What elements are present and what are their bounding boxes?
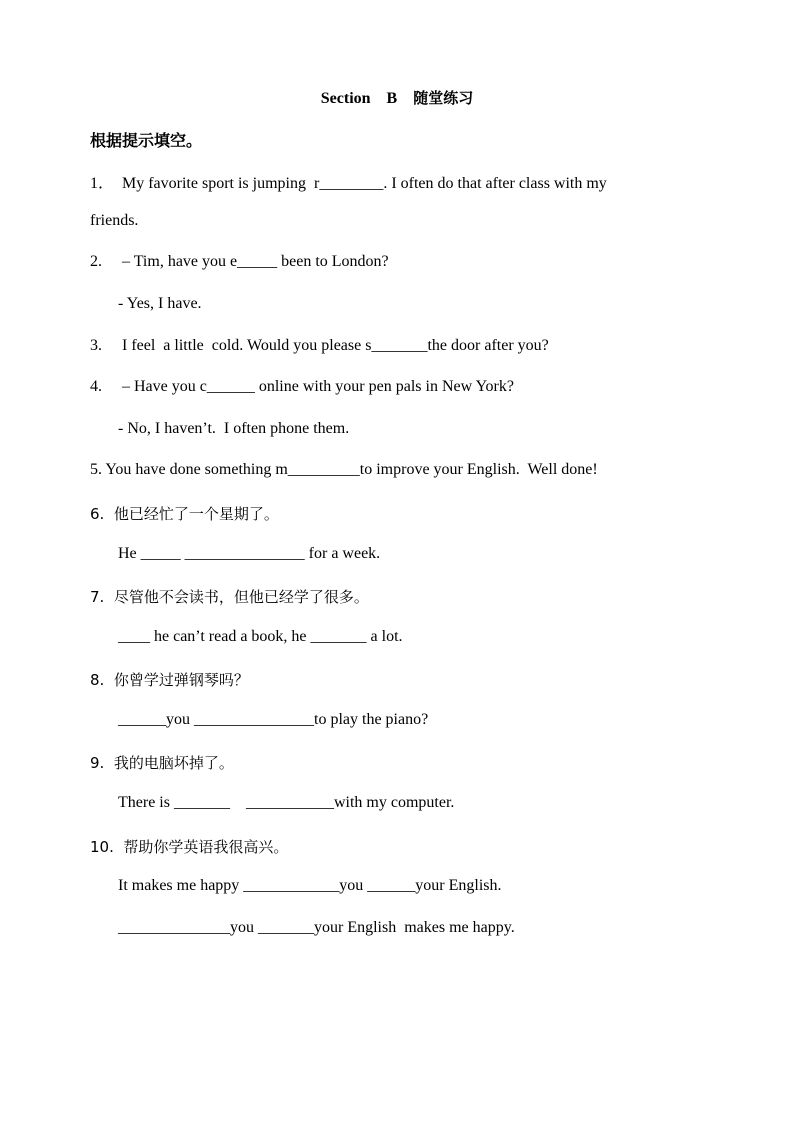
q10-prompt: 10. 帮助你学英语我很高兴。 xyxy=(90,838,289,856)
q8-blank-line: ______you _______________to play the piano? xyxy=(118,711,429,728)
q2-question: 2. – Tim, have you e_____ been to London? xyxy=(90,253,389,270)
page-title xyxy=(0,87,794,108)
q6-blank-line: He _____ _______________ for a week. xyxy=(118,545,381,562)
instruction: 根据提示填空。 xyxy=(90,131,203,150)
q3-question: 3. I feel a little cold. Would you please s_______the door after you? xyxy=(90,337,549,354)
q1-line1: 1． My favorite sport is jumping r________. I often do that after class with my xyxy=(90,175,607,192)
q2-answer: - Yes, I have. xyxy=(118,295,202,312)
q4-answer: - No, I haven’t. I often phone them. xyxy=(118,420,350,437)
q8-prompt: 8. 你曾学过弹钢琴吗？ xyxy=(90,671,249,689)
q9-blank-line: There is _______ ___________with my computer. xyxy=(118,794,455,811)
q10-blank-line-1: It makes me happy ____________you ______your English. xyxy=(118,877,502,894)
q7-prompt: 7. 尽管他不会读书，但他已经学了很多。 xyxy=(90,588,369,606)
q7-blank-line: ____ he can’t read a book, he _______ a lot. xyxy=(118,628,403,645)
title-cn: 随堂练习 xyxy=(413,89,474,107)
q5-question: 5. You have done something m_________to improve your English. Well done! xyxy=(90,461,598,478)
q1-line2: friends. xyxy=(90,212,139,229)
q6-prompt: 6. 他已经忙了一个星期了。 xyxy=(90,505,279,523)
q9-prompt: 9. 我的电脑坏掉了。 xyxy=(90,754,234,772)
q10-blank-line-2: ______________you _______your English makes me happy. xyxy=(118,919,515,936)
title-section: Section xyxy=(320,90,371,107)
title-letter: B xyxy=(386,90,398,107)
q4-question: 4. – Have you c______ online with your pen pals in New York? xyxy=(90,378,514,395)
